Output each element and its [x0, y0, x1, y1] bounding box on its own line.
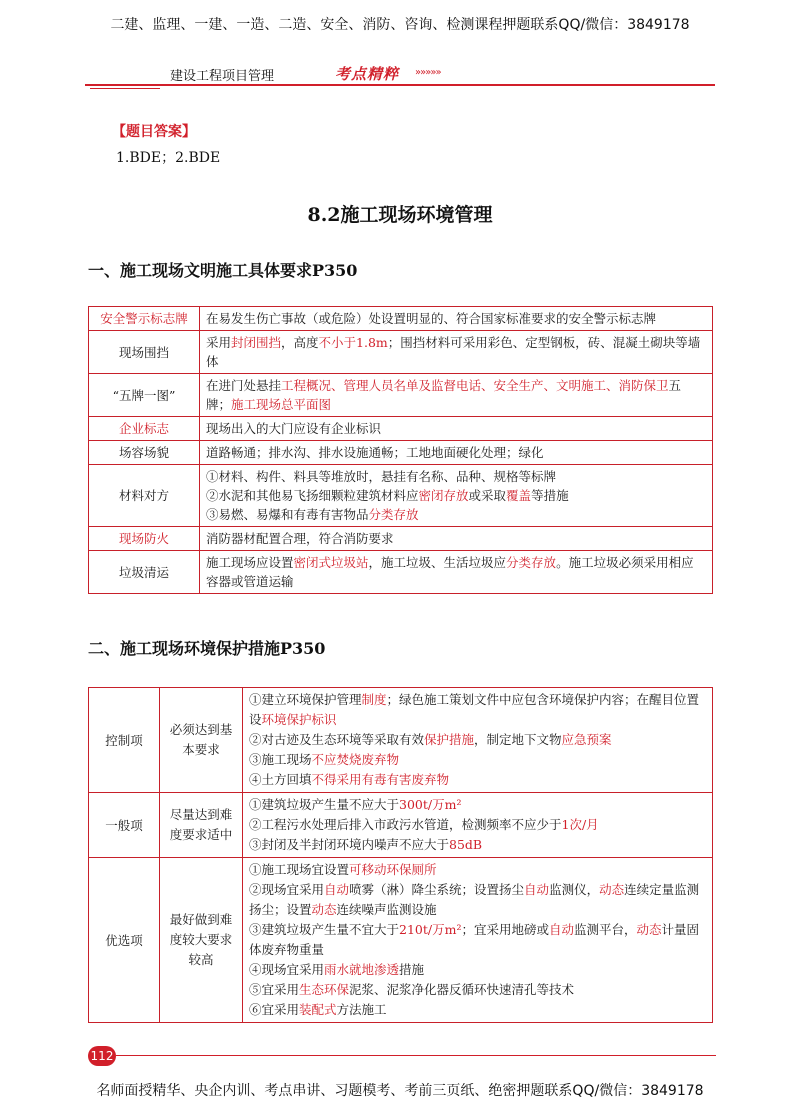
- arrows-decoration: »»»»»: [415, 67, 441, 78]
- table-row: [89, 441, 713, 465]
- requirement-label: 尽量达到难度要求适中: [160, 793, 243, 858]
- requirement-label: 必须达到基本要求: [160, 688, 243, 793]
- row-label: 垃圾清运: [89, 551, 200, 594]
- row-content: 现场出入的大门应设有企业标识: [200, 417, 713, 441]
- row-label: 材料对方: [89, 465, 200, 527]
- page-header: [0, 60, 800, 88]
- page-number: 112: [88, 1046, 116, 1066]
- table-row: [89, 688, 713, 793]
- measures: ①建筑垃圾产生量不应大于300t/万m² ②工程污水处理后排入市政污水管道，检测频率不应少于1次/月 ③封闭及半封闭环境内噪声不应大于85dB: [243, 793, 713, 858]
- row-content: ①材料、构件、料具等堆放时，悬挂有名称、品种、规格等标牌 ②水泥和其他易飞扬细颗粒建筑材料应密闭存放或采取覆盖等措施 ③易燃、易爆和有毒有害物品分类存放: [200, 465, 713, 527]
- civilized-construction-table: [88, 306, 713, 594]
- bottom-banner: 名师面授精华、央企内训、考点串讲、习题模考、考前三页纸、绝密押题联系QQ/微信：3849178: [96, 1083, 704, 1099]
- course-name: 建设工程项目管理: [170, 69, 275, 84]
- part1-title: 一、施工现场文明施工具体要求P350: [88, 261, 358, 280]
- row-label: 安全警示标志牌: [89, 307, 200, 331]
- level-label: 优选项: [89, 858, 160, 1023]
- brand-logo: 考点精粹: [335, 65, 400, 83]
- answer-title: 【题目答案】: [112, 124, 196, 140]
- row-content: 道路畅通；排水沟、排水设施通畅；工地地面硬化处理；绿化: [200, 441, 713, 465]
- row-content: 在进门处悬挂工程概况、管理人员名单及监督电话、安全生产、文明施工、消防保卫五牌；施工现场总平面图: [200, 374, 713, 417]
- row-label: 企业标志: [89, 417, 200, 441]
- table-row: [89, 331, 713, 374]
- table-row: [89, 527, 713, 551]
- requirement-label: 最好做到难度较大要求较高: [160, 858, 243, 1023]
- row-label: 场容场貌: [89, 441, 200, 465]
- row-content: 消防器材配置合理，符合消防要求: [200, 527, 713, 551]
- answer-text: 1.BDE；2.BDE: [116, 150, 221, 166]
- row-label: 现场防火: [89, 527, 200, 551]
- table-row: [89, 551, 713, 594]
- table-row: [89, 307, 713, 331]
- measures: ①建立环境保护管理制度；绿色施工策划文件中应包含环境保护内容；在醒目位置设环境保护标识 ②对古迹及生态环境等采取有效保护措施，制定地下文物应急预案 ③施工现场不应焚烧废弃物 ④土方回填不得采用有毒有害废弃物: [243, 688, 713, 793]
- row-label: 现场围挡: [89, 331, 200, 374]
- table-row: [89, 465, 713, 527]
- row-content: 在易发生伤亡事故（或危险）处设置明显的、符合国家标准要求的安全警示标志牌: [200, 307, 713, 331]
- top-banner: 二建、监理、一建、一造、二造、安全、消防、咨询、检测课程押题联系QQ/微信：3849178: [110, 17, 690, 33]
- measures: ①施工现场宜设置可移动环保厕所 ②现场宜采用自动喷雾（淋）降尘系统；设置扬尘自动监测仪，动态连续定量监测扬尘；设置动态连续噪声监测设施 ③建筑垃圾产生量不宜大于210t/万m²；宜采用地磅或自动监测平台，动态计量固体废弃物重量 ④现场宜采用雨水就地渗透措施 ⑤宜采用生态环保泥浆、泥浆净化器反循环快速清孔等技术 ⑥宜采用装配式方法施工: [243, 858, 713, 1023]
- header-rule: [85, 84, 715, 86]
- footer-rule: [116, 1055, 716, 1056]
- level-label: 控制项: [89, 688, 160, 793]
- level-label: 一般项: [89, 793, 160, 858]
- environment-protection-table: [88, 687, 713, 1023]
- part2-title: 二、施工现场环境保护措施P350: [88, 639, 326, 658]
- table-row: [89, 858, 713, 1023]
- table-row: [89, 417, 713, 441]
- row-content: 施工现场应设置密闭式垃圾站，施工垃圾、生活垃圾应分类存放。施工垃圾必须采用相应容器或管道运输: [200, 551, 713, 594]
- section-title: 8.2施工现场环境管理: [307, 204, 493, 226]
- header-rule-tail: [90, 88, 160, 89]
- row-label: “五牌一图”: [89, 374, 200, 417]
- row-content: 采用封闭围挡，高度不小于1.8m；围挡材料可采用彩色、定型钢板，砖、混凝土砌块等墙体: [200, 331, 713, 374]
- table-row: [89, 374, 713, 417]
- table-row: [89, 793, 713, 858]
